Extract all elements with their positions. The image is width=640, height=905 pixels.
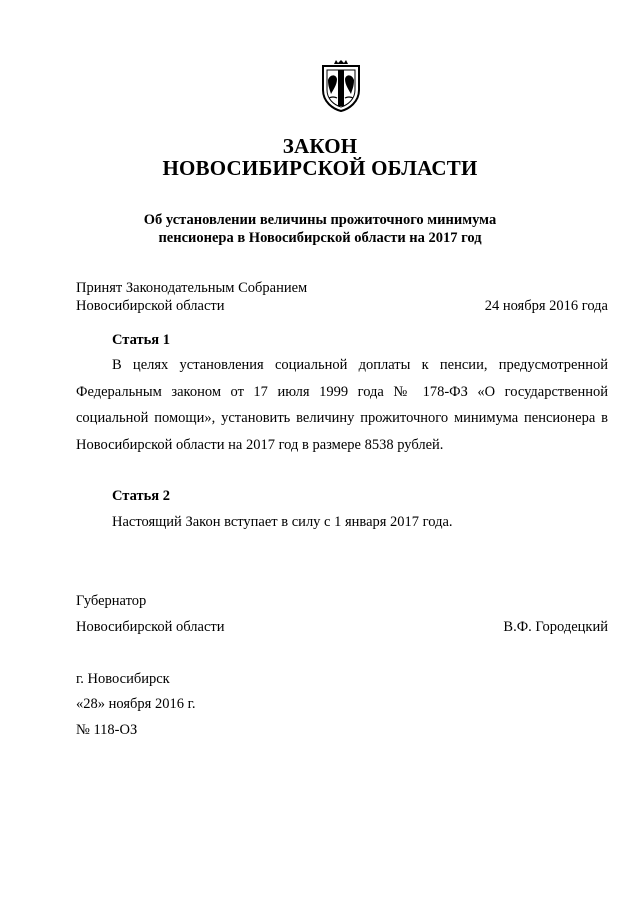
footer-number: № 118-ОЗ <box>76 722 138 738</box>
article2-heading: Статья 2 <box>112 488 170 504</box>
law-title-line1: ЗАКОН <box>282 134 358 158</box>
law-subject-line2: пенсионера в Новосибирской области на 2017 год <box>158 230 482 246</box>
article1-text: В целях установления социальной доплаты к пенсии, предусмотренной Федеральным законом от 17 июля 1999 года № 178-ФЗ «О государственной социальной помощи», установить величину прожиточного минимума пенсионера в Новосибирской области на 2017 год в размере 8538 рублей. <box>76 357 608 454</box>
law-title-line2: НОВОСИБИРСКОЙ ОБЛАСТИ <box>162 156 478 180</box>
adoption-line2: Новосибирской области <box>76 298 225 314</box>
coat-of-arms-icon <box>317 60 365 112</box>
footer-date: «28» ноября 2016 г. <box>76 696 196 712</box>
footer-city: г. Новосибирск <box>76 671 170 687</box>
signatory-name: В.Ф. Городецкий <box>503 619 608 635</box>
article2-text: Настоящий Закон вступает в силу с 1 января 2017 года. <box>112 514 453 530</box>
signatory-title-line1: Губернатор <box>76 593 147 609</box>
article1-heading: Статья 1 <box>112 332 170 348</box>
adoption-line1: Принят Законодательным Собранием <box>76 280 308 296</box>
signatory-title-line2: Новосибирской области <box>76 619 225 635</box>
adoption-date: 24 ноября 2016 года <box>484 298 608 314</box>
law-subject-line1: Об установлении величины прожиточного минимума <box>143 212 497 228</box>
